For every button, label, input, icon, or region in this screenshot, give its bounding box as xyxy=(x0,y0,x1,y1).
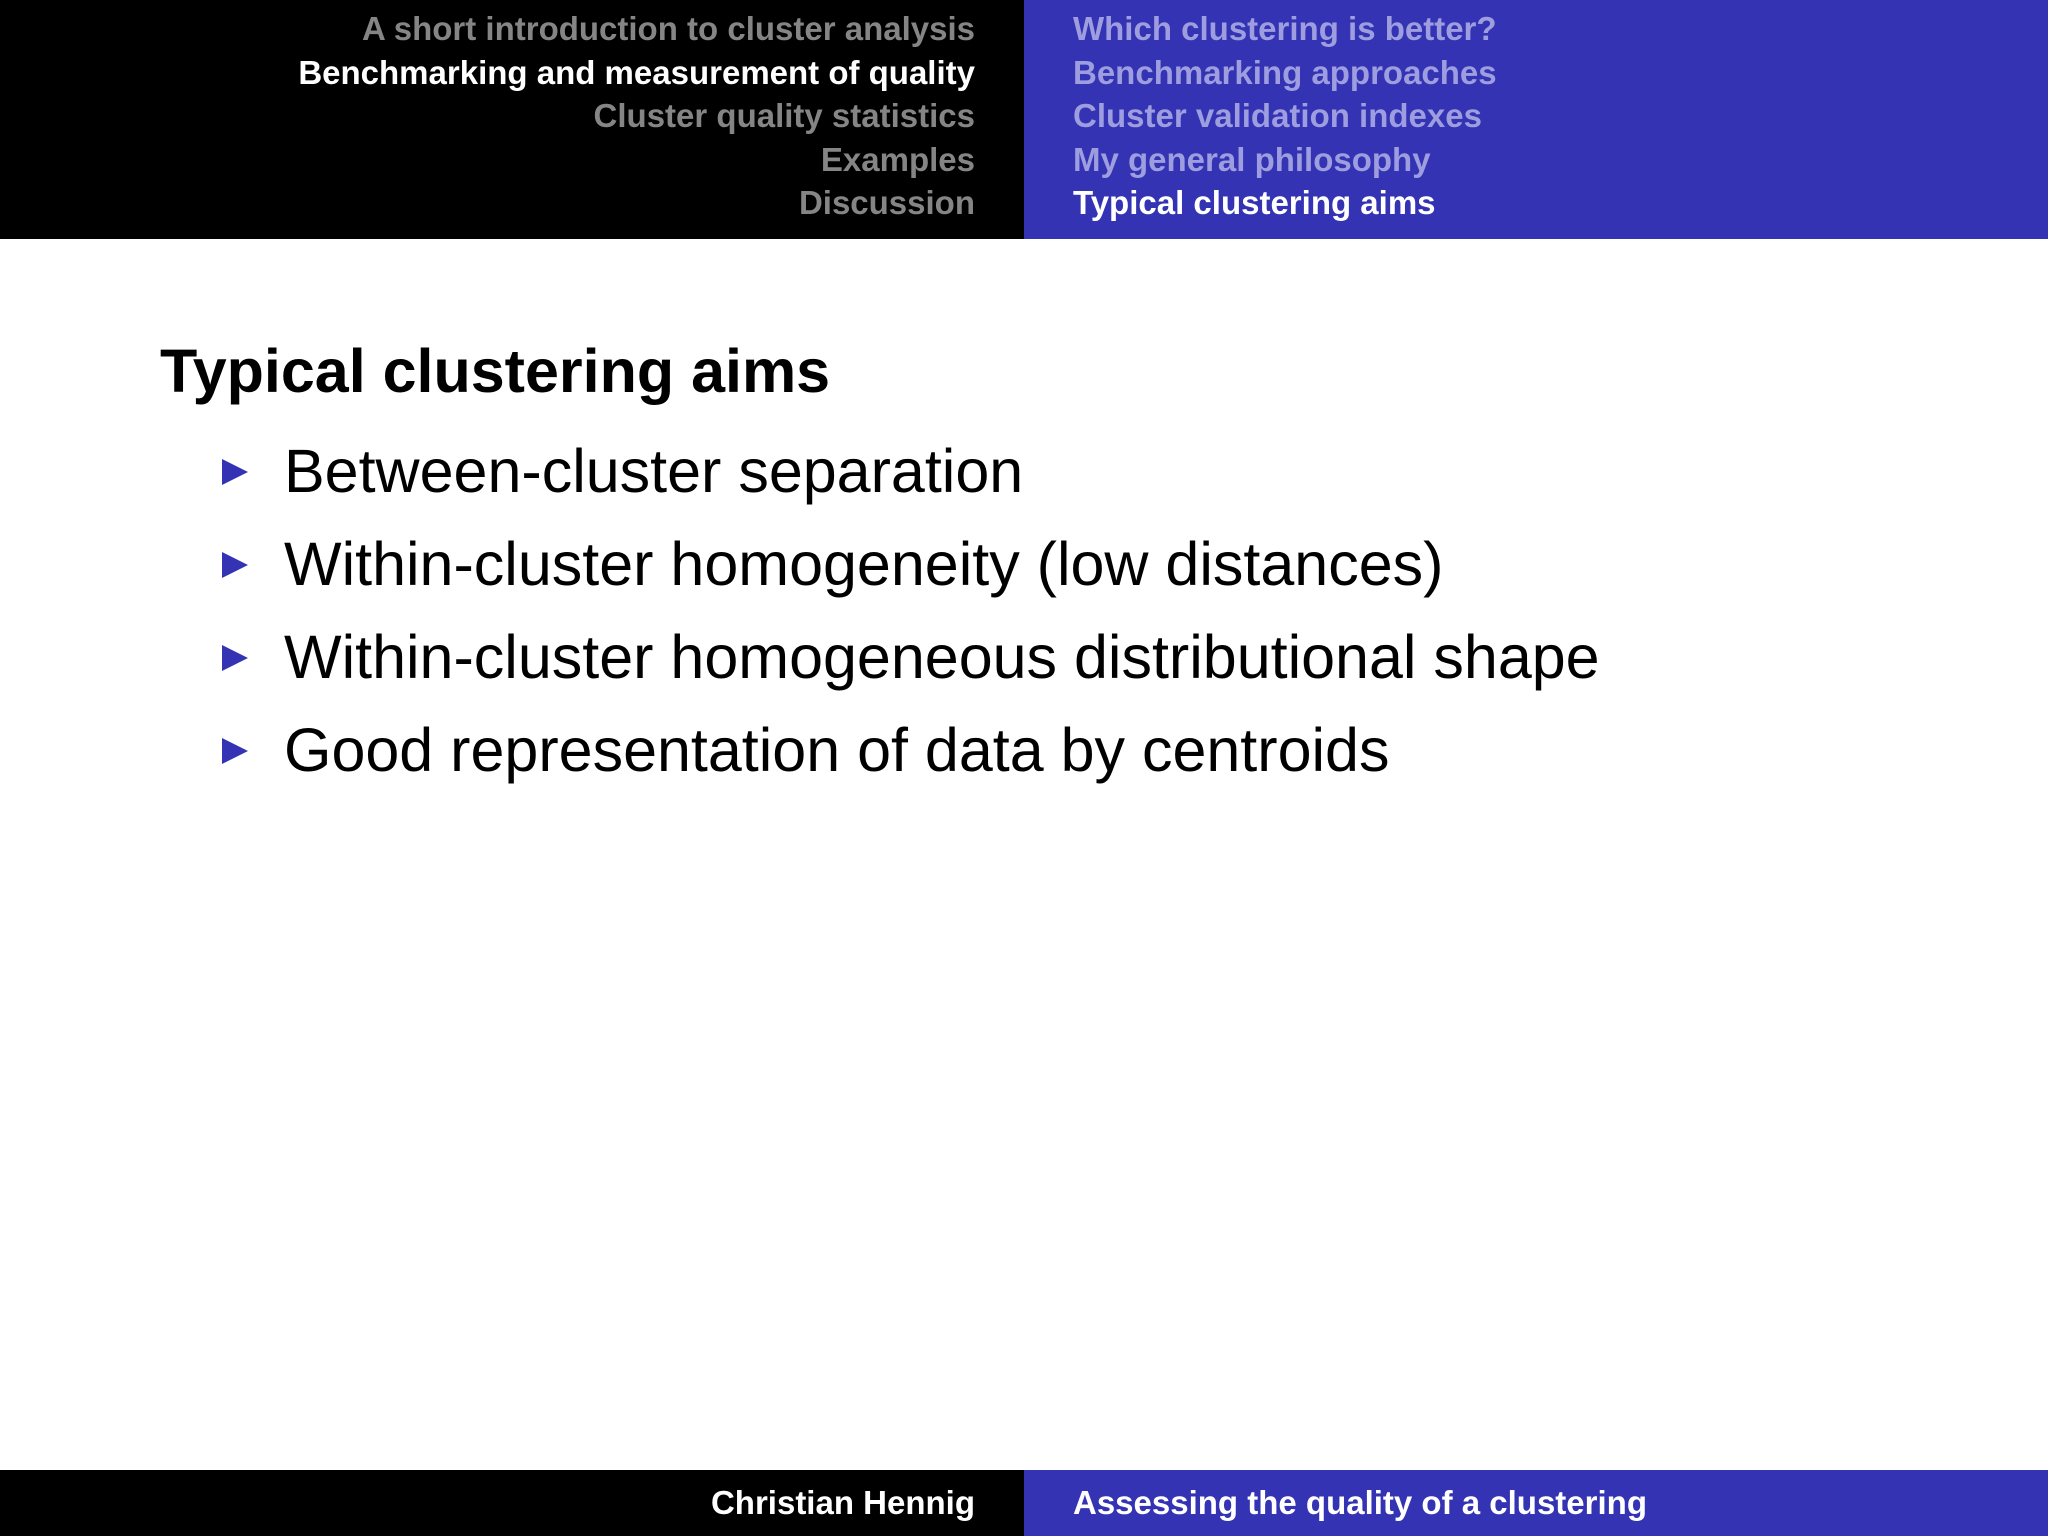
subsection-nav-item[interactable]: Which clustering is better? xyxy=(1073,10,1497,47)
triangle-right-icon xyxy=(220,457,284,487)
bullet-item xyxy=(220,425,1600,518)
triangle-right-icon xyxy=(220,643,284,673)
bullet-text: Within-cluster homogeneity (low distances) xyxy=(284,530,1444,598)
triangle-right-icon xyxy=(220,550,284,580)
bullet-item xyxy=(220,704,1600,797)
frame-title: Typical clustering aims xyxy=(160,337,831,405)
subsection-nav xyxy=(1024,0,2048,239)
section-nav-item[interactable]: Cluster quality statistics xyxy=(593,97,975,135)
section-nav-item-current[interactable]: Benchmarking and measurement of quality xyxy=(298,53,975,91)
section-nav-item[interactable]: Examples xyxy=(820,140,975,178)
footer-bar xyxy=(0,1470,2048,1536)
bullet-text: Within-cluster homogeneous distributional shape xyxy=(284,623,1600,691)
bullet-item xyxy=(220,611,1600,704)
subsection-nav-item-current[interactable]: Typical clustering aims xyxy=(1073,184,1436,222)
bullet-list xyxy=(220,425,1600,797)
section-nav-item[interactable]: A short introduction to cluster analysis xyxy=(361,10,975,47)
subsection-nav-item[interactable]: Benchmarking approaches xyxy=(1073,53,1497,91)
footer-title: Assessing the quality of a clustering xyxy=(1024,1470,2048,1536)
bullet-text: Good representation of data by centroids xyxy=(284,716,1390,784)
subsection-nav-item[interactable]: My general philosophy xyxy=(1073,140,1431,178)
header-bar xyxy=(0,0,2048,239)
bullet-item xyxy=(220,518,1600,611)
section-nav-item[interactable]: Discussion xyxy=(798,184,975,222)
footer-author: Christian Hennig xyxy=(0,1470,1024,1536)
bullet-text: Between-cluster separation xyxy=(284,437,1024,505)
subsection-nav-item[interactable]: Cluster validation indexes xyxy=(1073,97,1482,135)
section-nav xyxy=(0,0,1024,239)
triangle-right-icon xyxy=(220,736,284,766)
